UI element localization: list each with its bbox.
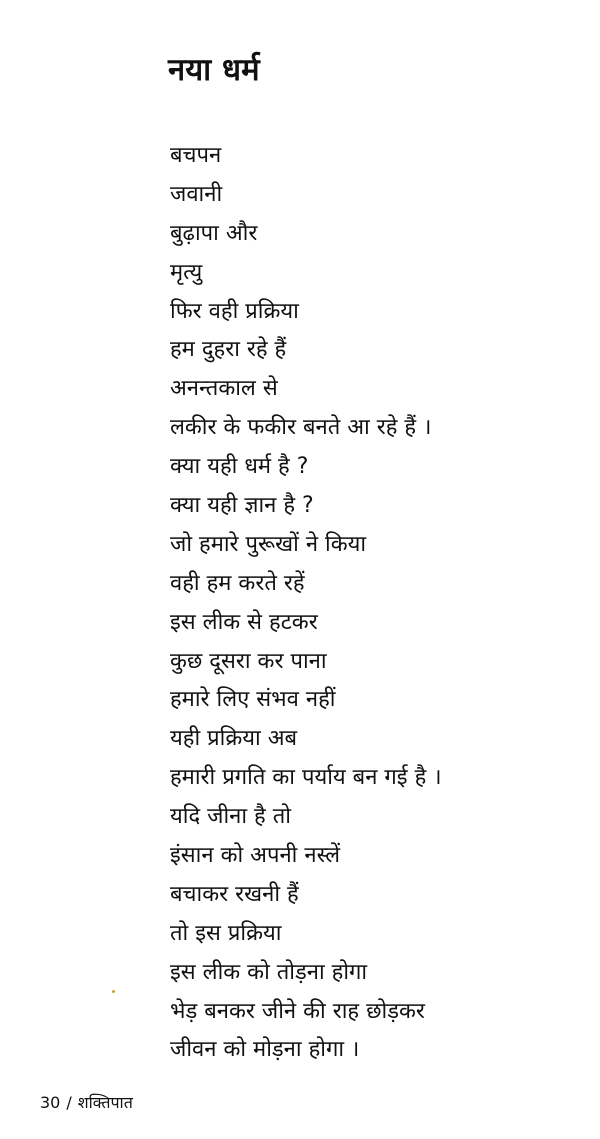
poem-line: जवानी: [170, 181, 223, 207]
poem-line: क्या यही धर्म है ?: [170, 454, 309, 480]
poem-line: इस लीक से हटकर: [170, 609, 318, 635]
poem-line: मृत्यु: [170, 259, 203, 285]
page-title: नया धर्म: [168, 52, 260, 88]
book-title: शक्तिपात: [77, 1093, 133, 1112]
poem-line: लकीर के फकीर बनते आ रहे हैं ।: [170, 415, 432, 441]
poem-line: क्या यही ज्ञान है ?: [170, 493, 314, 519]
poem-line: तो इस प्रक्रिया: [170, 920, 282, 946]
page-footer: [40, 1092, 133, 1114]
print-speck: [112, 990, 115, 993]
poem-line: हम दुहरा रहे हैं: [170, 337, 287, 363]
poem-line: कुछ दूसरा कर पाना: [170, 648, 327, 674]
poem-line: इंसान को अपनी नस्लें: [170, 843, 341, 869]
poem-line: यही प्रक्रिया अब: [170, 726, 298, 752]
poem-line: अनन्तकाल से: [170, 376, 278, 402]
poem-line: यदि जीना है तो: [170, 804, 291, 830]
poem-line: वही हम करते रहें: [170, 570, 305, 596]
poem-line: फिर वही प्रक्रिया: [170, 298, 299, 324]
poem-line: हमारे लिए संभव नहीं: [170, 687, 336, 713]
page-number: 30: [40, 1093, 61, 1112]
poem-line: जो हमारे पुरूखों ने किया: [170, 531, 367, 557]
poem-line: बुढ़ापा और: [170, 220, 258, 246]
poem-line: भेड़ बनकर जीने की राह छोड़कर: [170, 998, 425, 1024]
poem-body: [170, 137, 442, 1070]
poem-line: बचाकर रखनी हैं: [170, 881, 299, 907]
poem-line: इस लीक को तोड़ना होगा: [170, 959, 368, 985]
poem-line: बचपन: [170, 143, 222, 168]
poem-line: जीवन को मोड़ना होगा ।: [170, 1037, 360, 1063]
footer-separator: /: [66, 1093, 72, 1112]
poem-line: हमारी प्रगति का पर्याय बन गई है ।: [170, 765, 442, 791]
